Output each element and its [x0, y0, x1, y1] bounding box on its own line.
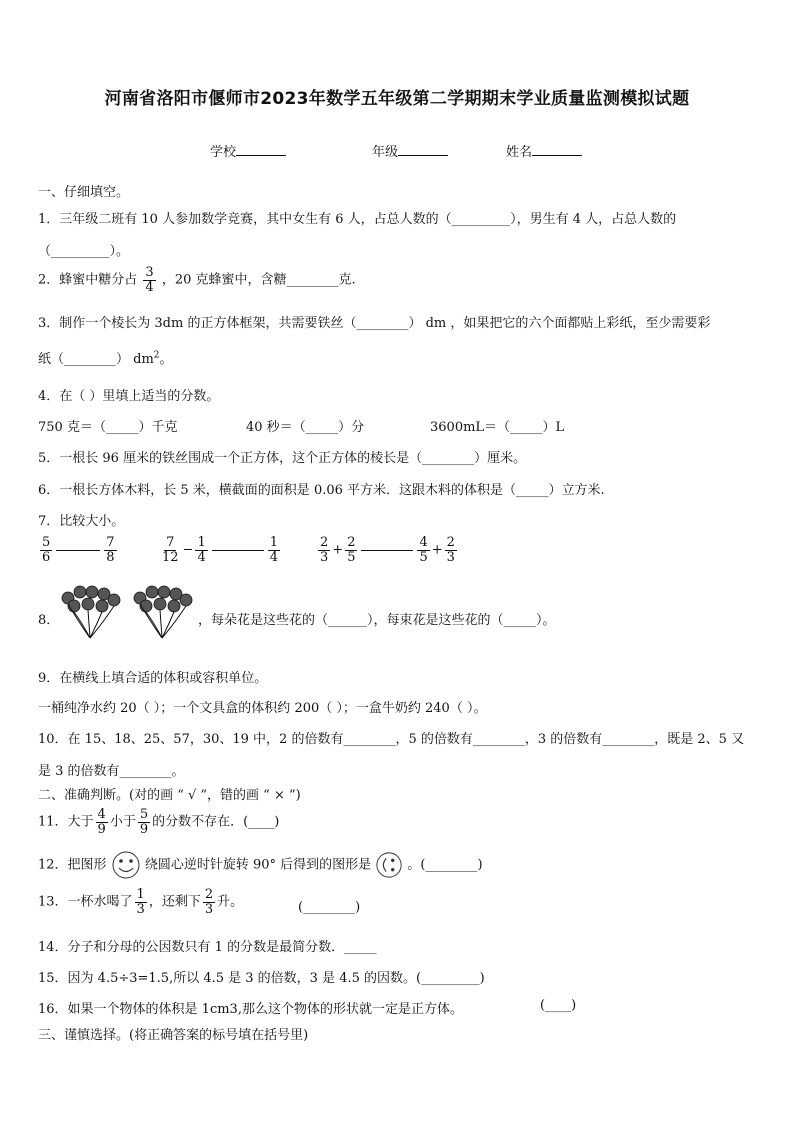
grade-blank[interactable] — [398, 143, 448, 156]
question-2 — [38, 266, 356, 294]
q4-part-b: 40 秒＝（_____）分 — [246, 420, 365, 435]
question-9: 一桶纯净水约 20（ ）；一个文具盒的体积约 200（ ）；一盒牛奶约 240（ ）。 — [38, 701, 487, 716]
question-13 — [38, 888, 243, 916]
question-10-cont: 是 3 的倍数有________。 — [38, 764, 185, 779]
grade-field — [372, 141, 448, 160]
q13-answer-paren[interactable]: (________) — [298, 900, 361, 915]
q11-n1: 4 — [97, 807, 106, 822]
q13-text-c: 升。 — [217, 894, 244, 910]
q11-text-a: 11．大于 — [38, 814, 94, 830]
q7c2-n3: 1 — [269, 535, 279, 550]
question-4-heading: 4．在（ ）里填上适当的分数。 — [38, 389, 220, 404]
q11-text-b: 小于 — [109, 814, 136, 830]
q7-compare-3 — [316, 536, 459, 564]
q7c2-op: − — [182, 542, 194, 558]
name-label: 姓名 — [506, 145, 533, 160]
q11-d2: 9 — [139, 821, 149, 837]
question-5: 5．一根长 96 厘米的铁丝围成一个正方体，这个正方体的棱长是（________）厘米。 — [38, 451, 527, 466]
question-8: ，每朵花是这些花的（______），每束花是这些花的（_____）。 — [198, 613, 556, 628]
flower-bouquet-1-icon — [58, 584, 122, 642]
grade-label: 年级 — [372, 145, 399, 160]
q2-num: 3 — [145, 265, 154, 280]
q7c1-blank[interactable] — [56, 550, 100, 551]
q7c3-n2: 2 — [347, 535, 356, 550]
q7-compare-1 — [38, 536, 119, 564]
q13-text-a: 13．一杯水喝了 — [38, 894, 133, 910]
question-14: 14．分子和分母的公因数只有 1 的分数是最简分数．_____ — [38, 940, 377, 955]
q4-part-a: 750 克＝（_____）千克 — [38, 420, 178, 435]
q7c2-d3: 4 — [269, 549, 279, 565]
q7c2-d1: 12 — [162, 549, 179, 565]
q7c3-n1: 2 — [320, 535, 329, 550]
q12-text-c: 。(________) — [407, 857, 483, 873]
q7c2-n2: 1 — [197, 535, 206, 550]
question-3: 3．制作一个棱长为 3dm 的正方体框架，共需要铁丝（________） dm ，如果把它的六个面都贴上彩纸，至少需要彩 — [38, 316, 711, 331]
q11-text-c: 的分数不存在．(____) — [152, 814, 280, 830]
q7c3-d4: 3 — [446, 549, 455, 565]
q7c2-d2: 4 — [197, 549, 206, 565]
q13-n2: 2 — [204, 887, 214, 902]
q8-number: 8． — [38, 613, 60, 628]
q2-den: 4 — [145, 279, 154, 295]
section-2-heading: 二、准确判断。(对的画 “ √ ”，错的画 “ × ”) — [38, 788, 301, 803]
q7-compare-2 — [158, 536, 282, 564]
flower-bouquet-2-icon — [130, 584, 194, 642]
q4-part-c: 3600mL＝（_____）L — [430, 420, 565, 435]
q13-n1: 1 — [136, 887, 145, 902]
rotated-face-icon — [375, 850, 403, 880]
q12-text-b: 绕圆心逆时针旋转 90° 后得到的图形是 — [144, 857, 372, 873]
q7c3-n3: 4 — [419, 535, 428, 550]
q7c3-d2: 5 — [347, 549, 356, 565]
section-1-heading: 一、仔细填空。 — [38, 185, 130, 200]
q7c3-op1: + — [332, 542, 344, 558]
question-6: 6．一根长方体木料，长 5 米，横截面的面积是 0.06 平方米．这跟木料的体积是（_____）立方米. — [38, 483, 605, 498]
question-1: 1．三年级二班有 10 人参加数学竞赛，其中女生有 6 人，占总人数的（_________），男生有 4 人，占总人数的 — [38, 212, 677, 227]
question-15: 15．因为 4.5÷3=1.5,所以 4.5 是 3 的倍数，3 是 4.5 的因数。(_________) — [38, 971, 485, 986]
name-blank[interactable] — [532, 143, 582, 156]
q7c3-op2: + — [431, 542, 443, 558]
question-7-heading: 7．比较大小。 — [38, 514, 125, 529]
q2-text-a: 2．蜂蜜中糖分占 — [38, 272, 138, 288]
question-12 — [38, 850, 483, 880]
q13-d2: 3 — [204, 901, 214, 917]
question-11 — [38, 808, 279, 836]
q2-fraction — [143, 266, 155, 294]
question-9-heading: 9．在横线上填合适的体积或容积单位。 — [38, 671, 268, 686]
q7c3-blank[interactable] — [361, 550, 413, 551]
page-title: 河南省洛阳市偃师市2023年数学五年级第二学期期末学业质量监测模拟试题 — [104, 89, 690, 109]
question-1-cont: （_________）。 — [38, 244, 130, 259]
q7c1-n1: 5 — [42, 535, 51, 550]
name-field — [506, 141, 582, 160]
q3-end: 。 — [159, 352, 173, 367]
q2-text-b: ，20 克蜂蜜中，含糖________克. — [161, 272, 356, 288]
school-field — [210, 141, 286, 160]
section-3-heading: 三、谨慎选择。(将正确答案的标号填在括号里) — [38, 1028, 309, 1043]
q3-cont-text: 纸（________） dm — [38, 352, 154, 367]
q11-d1: 9 — [97, 821, 106, 837]
q13-text-b: ，还剩下 — [148, 894, 201, 910]
q7c2-blank[interactable] — [212, 550, 264, 551]
q7c1-d2: 8 — [106, 549, 115, 565]
q12-text-a: 12．把图形 — [38, 857, 107, 873]
q3-sup: 2 — [153, 350, 160, 361]
school-blank[interactable] — [236, 143, 286, 156]
q7c1-n2: 7 — [106, 535, 115, 550]
q7c3-d1: 3 — [320, 549, 329, 565]
question-10: 10．在 15、18、25、57，30、19 中，2 的倍数有________，5 的倍数有________，3 的倍数有________，既是 2、5 又 — [38, 732, 745, 747]
q16-answer-paren[interactable]: (____) — [540, 998, 577, 1013]
school-label: 学校 — [210, 145, 237, 160]
q7c3-n4: 2 — [446, 535, 455, 550]
q7c3-d3: 5 — [419, 549, 428, 565]
q7c2-n1: 7 — [166, 535, 175, 550]
q7c1-d1: 6 — [42, 549, 51, 565]
question-16: 16．如果一个物体的体积是 1cm3,那么这个物体的形状就一定是正方体。 — [38, 1002, 463, 1017]
q13-d1: 3 — [136, 901, 145, 917]
q11-n2: 5 — [139, 807, 149, 822]
question-3-cont — [38, 348, 173, 367]
smiley-face-icon — [111, 850, 141, 880]
